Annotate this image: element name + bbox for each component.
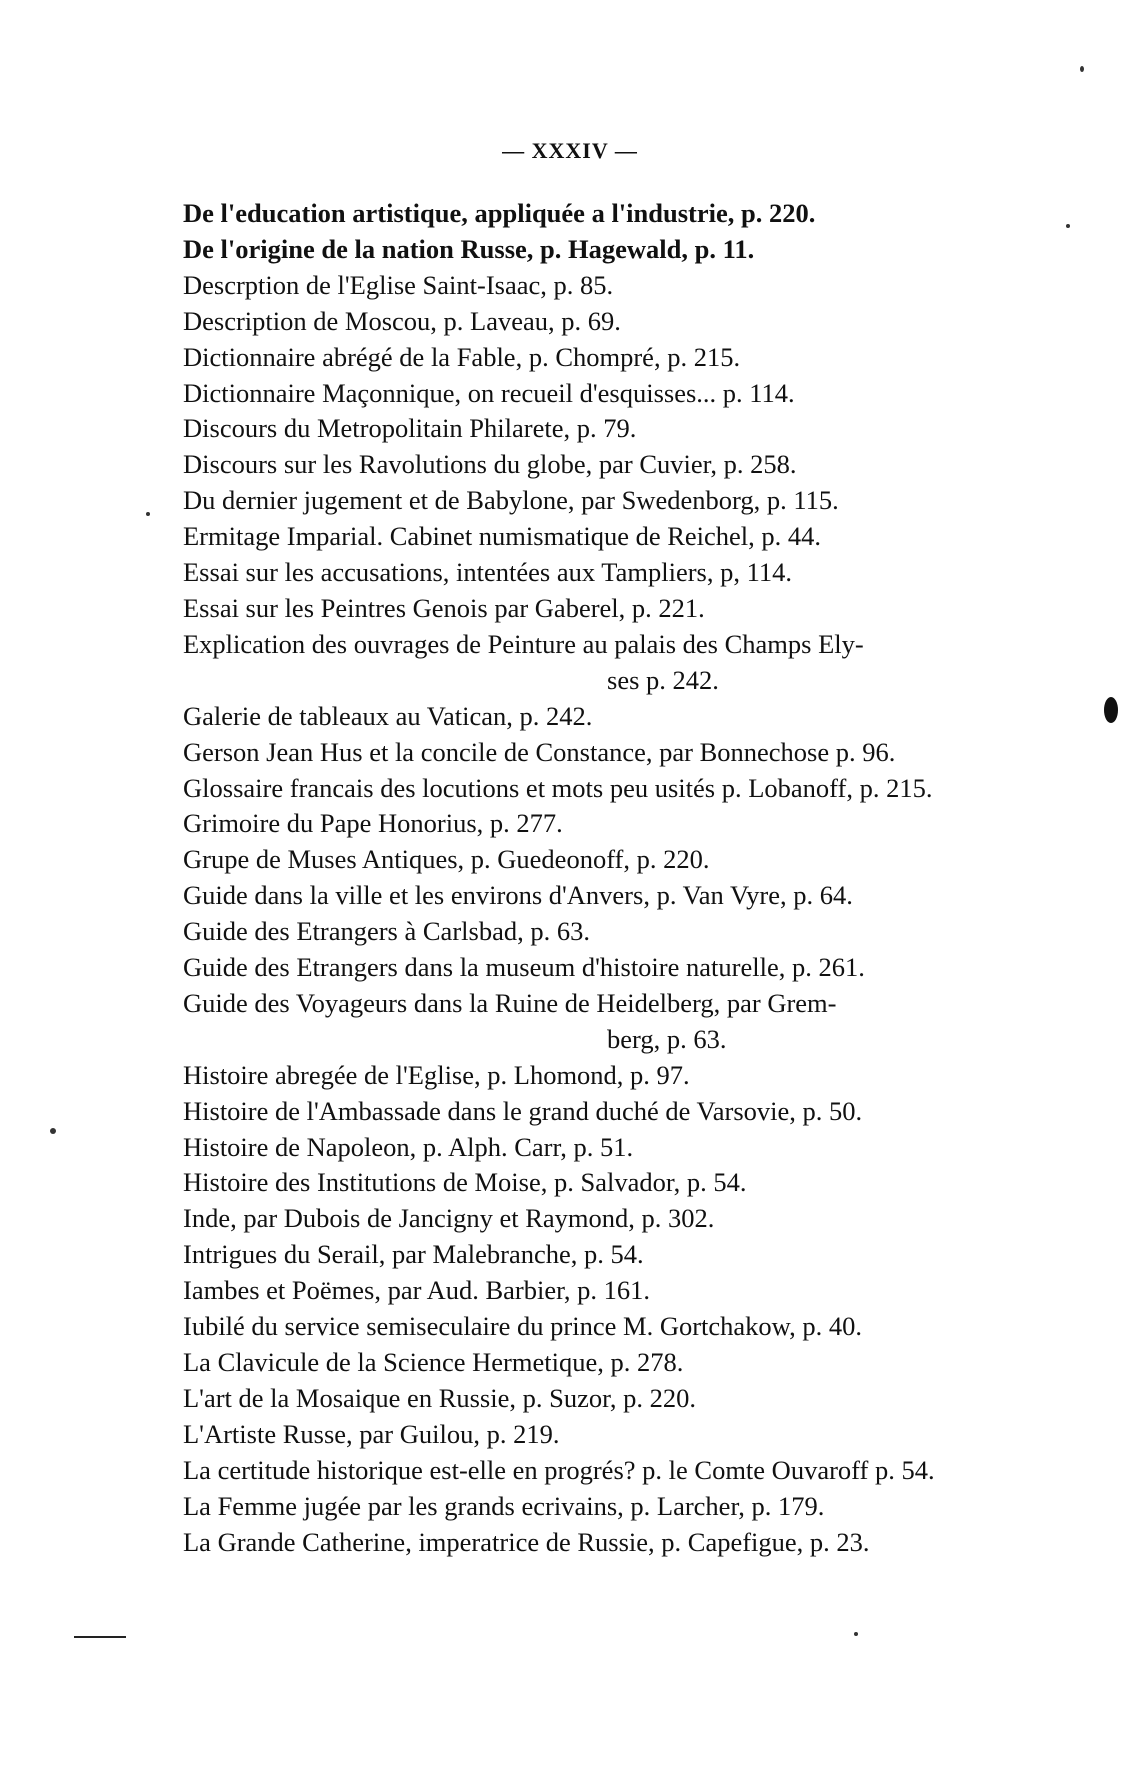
index-entry: Discours du Metropolitain Philarete, p. 79. bbox=[183, 413, 637, 444]
index-entry: Guide dans la ville et les environs d'Anvers, p. Van Vyre, p. 64. bbox=[183, 880, 853, 911]
index-entry: Histoire abregée de l'Eglise, p. Lhomond, p. 97. bbox=[183, 1059, 690, 1090]
index-entry: Explication des ouvrages de Peinture au palais des Champs Ely- bbox=[183, 628, 864, 659]
ink-speck bbox=[854, 1632, 858, 1636]
index-entry: Glossaire francais des locutions et mots peu usités p. Lobanoff, p. 215. bbox=[183, 772, 933, 803]
index-entry: Grupe de Muses Antiques, p. Guedeonoff, p. 220. bbox=[183, 844, 710, 875]
index-entry: Dictionnaire abrégé de la Fable, p. Chompré, p. 215. bbox=[183, 341, 741, 372]
index-entry: Iambes et Poëmes, par Aud. Barbier, p. 161. bbox=[183, 1275, 650, 1306]
ink-blot bbox=[1104, 697, 1118, 723]
index-entry: Grimoire du Pape Honorius, p. 277. bbox=[183, 808, 563, 839]
index-entry: La certitude historique est-elle en progrés? p. le Comte Ouvaroff p. 54. bbox=[183, 1454, 935, 1485]
index-entry: Discours sur les Ravolutions du globe, par Cuvier, p. 258. bbox=[183, 449, 797, 480]
index-entry: Histoire de l'Ambassade dans le grand duché de Varsovie, p. 50. bbox=[183, 1095, 863, 1126]
index-entry: Dictionnaire Maçonnique, on recueil d'esquisses... p. 114. bbox=[183, 377, 795, 408]
index-entry: Essai sur les accusations, intentées aux Tampliers, p, 114. bbox=[183, 557, 792, 588]
ink-speck bbox=[50, 1128, 56, 1134]
index-entry: Intrigues du Serail, par Malebranche, p. 54. bbox=[183, 1239, 644, 1270]
footer-rule bbox=[74, 1636, 126, 1638]
index-entry: Galerie de tableaux au Vatican, p. 242. bbox=[183, 700, 593, 731]
index-entry: Guide des Voyageurs dans la Ruine de Heidelberg, par Grem- bbox=[183, 987, 837, 1018]
index-entry: De l'education artistique, appliquée a l'industrie, p. 220. bbox=[183, 198, 816, 228]
index-entry: La Clavicule de la Science Hermetique, p. 278. bbox=[183, 1347, 684, 1377]
ink-speck bbox=[1080, 66, 1084, 72]
index-entry: Du dernier jugement et de Babylone, par Swedenborg, p. 115. bbox=[183, 485, 839, 516]
ink-speck bbox=[1066, 224, 1070, 228]
page-header: — XXXIV — bbox=[502, 138, 638, 163]
index-entry-continuation: berg, p. 63. bbox=[607, 1023, 727, 1054]
index-entry: Iubilé du service semiseculaire du prince M. Gortchakow, p. 40. bbox=[183, 1311, 862, 1342]
index-entry: Descrption de l'Eglise Saint-Isaac, p. 85. bbox=[183, 269, 614, 300]
index-entry: Description de Moscou, p. Laveau, p. 69. bbox=[183, 305, 621, 336]
ink-speck bbox=[146, 512, 150, 516]
index-entry: Histoire de Napoleon, p. Alph. Carr, p. 51. bbox=[183, 1131, 634, 1162]
index-entry-continuation: ses p. 242. bbox=[607, 664, 719, 695]
index-entry: La Grande Catherine, imperatrice de Russie, p. Capefigue, p. 23. bbox=[183, 1526, 870, 1557]
index-entry: Essai sur les Peintres Genois par Gaberel, p. 221. bbox=[183, 592, 705, 623]
index-entries bbox=[183, 196, 1033, 1560]
index-entry: Ermitage Imparial. Cabinet numismatique de Reichel, p. 44. bbox=[183, 521, 822, 552]
index-entry: De l'origine de la nation Russe, p. Hagewald, p. 11. bbox=[183, 233, 755, 264]
index-entry: Guide des Etrangers à Carlsbad, p. 63. bbox=[183, 916, 590, 947]
index-entry: Histoire des Institutions de Moise, p. Salvador, p. 54. bbox=[183, 1167, 747, 1198]
index-entry: La Femme jugée par les grands ecrivains, p. Larcher, p. 179. bbox=[183, 1490, 825, 1521]
index-entry: L'Artiste Russe, par Guilou, p. 219. bbox=[183, 1418, 560, 1449]
index-entry: Gerson Jean Hus et la concile de Constance, par Bonnechose p. 96. bbox=[183, 736, 896, 767]
index-entry: L'art de la Mosaique en Russie, p. Suzor, p. 220. bbox=[183, 1382, 697, 1413]
index-entry: Guide des Etrangers dans la museum d'histoire naturelle, p. 261. bbox=[183, 952, 865, 983]
index-entry: Inde, par Dubois de Jancigny et Raymond, p. 302. bbox=[183, 1203, 715, 1234]
